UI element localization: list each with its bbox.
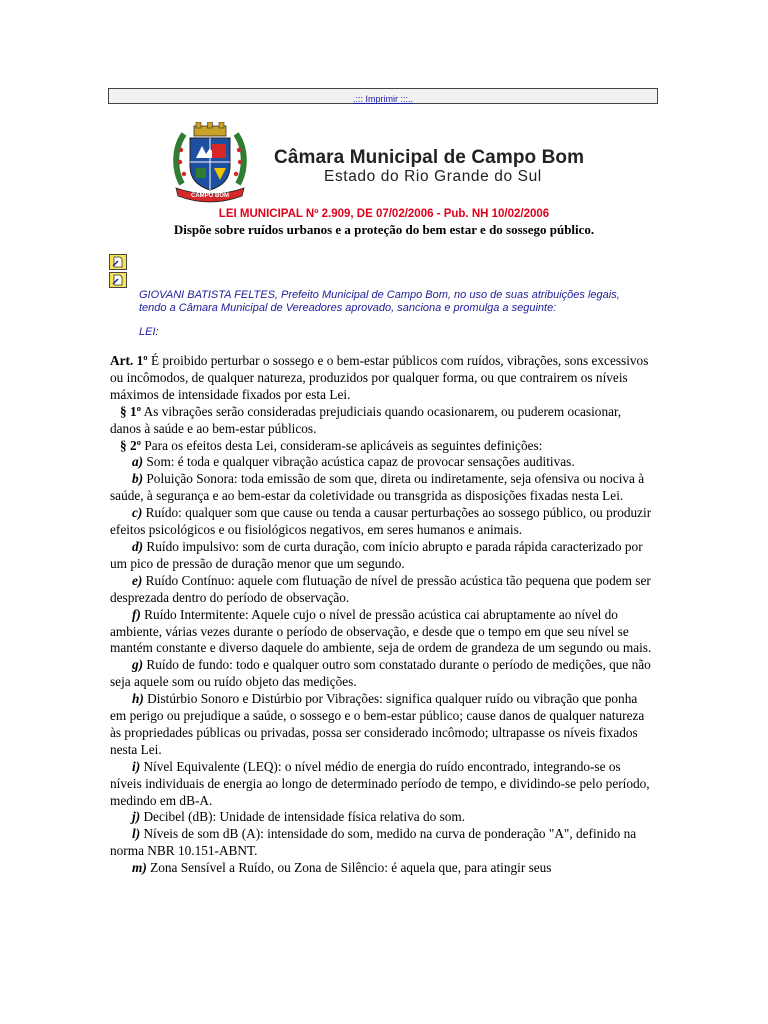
definition-text: Som: é toda e qualquer vibração acústica capaz de provocar sensações auditivas.: [143, 454, 575, 470]
definition-d: [110, 539, 655, 573]
paragraph-1: [110, 404, 655, 438]
definition-i: [110, 759, 655, 810]
definition-text: Distúrbio Sonoro e Distúrbio por Vibrações: significa qualquer ruído ou vibração que ponha em perigo ou prejudique a saúde, o sossego e o bem-estar público; cause danos de qualquer natureza às propriedades públicas ou privadas, possa ser considerado incômodo; ultrapasse os níveis fixados nesta Lei.: [110, 691, 645, 757]
preamble: [139, 289, 639, 339]
article-label: § 2º: [120, 437, 142, 453]
preamble-text: GIOVANI BATISTA FELTES, Prefeito Municipal de Campo Bom, no uso de suas atribuições legais, tendo a Câmara Municipal de Vereadores aprovado, sanciona e promulga a seguinte:: [139, 289, 620, 314]
definition-text: Ruído Contínuo: aquele com flutuação de nível de pressão acústica tão pequena que podem ser desprezada dentro do período de observação.: [110, 572, 651, 605]
definition-label: g): [132, 657, 144, 673]
definition-label: j): [132, 809, 141, 825]
definition-a: [110, 454, 655, 471]
definition-text: Ruído: qualquer som que cause ou tenda a causar perturbações ao sossego público, ou produzir efeitos psicológicos e ou fisiológicos negativos, em seres humanos e animais.: [110, 505, 652, 538]
paragraph-2: [110, 438, 655, 455]
document-link-icon[interactable]: [109, 272, 127, 288]
definition-f: [110, 607, 655, 658]
law-body: [110, 353, 655, 877]
definition-label: e): [132, 572, 143, 588]
definition-label: a): [132, 454, 144, 470]
article-text: É proibido perturbar o sossego e o bem-estar públicos com ruídos, vibrações, sons excessivos ou incômodos, de qualquer natureza, produzidos por qualquer forma, ou que contrairem os níveis máximos de intensidade fixados por esta Lei.: [110, 353, 649, 402]
print-link[interactable]: .::: Imprimir :::..: [353, 94, 413, 104]
definition-text: Ruído impulsivo: som de curta duração, com início abrupto e parada rápida caracterizado por um pico de pressão de duração menor que um segundo.: [110, 538, 643, 571]
definition-label: f): [132, 606, 141, 622]
definition-c: [110, 505, 655, 539]
article-1: [110, 353, 655, 404]
definition-e: [110, 573, 655, 607]
law-description: Dispõe sobre ruídos urbanos e a proteção do bem estar e do sossego público.: [173, 222, 595, 237]
definition-label: m): [132, 860, 147, 876]
definition-label: b): [132, 471, 144, 487]
definition-h: [110, 691, 655, 759]
definition-text: Nível Equivalente (LEQ): o nível médio de energia do ruído encontrado, integrando-se os níveis individuais de energia ao longo de determinado período de tempo, e dividindo-se pelo período, medindo em dB-A.: [110, 758, 650, 808]
definition-text: Níveis de som dB (A): intensidade do som, medido na curva de ponderação "A", definido na norma NBR 10.151-ABNT.: [110, 826, 637, 859]
municipal-coat-of-arms-icon: [172, 122, 248, 204]
definition-j: [110, 809, 655, 826]
law-number: LEI MUNICIPAL Nº 2.909, DE 07/02/2006 - Pub. NH 10/02/2006: [218, 208, 550, 220]
emblem-ribbon-text: CAMPO BOM: [191, 193, 229, 199]
state-subtitle: Estado do Rio Grande do Sul: [324, 168, 542, 185]
definition-label: c): [132, 505, 143, 521]
chamber-title: Câmara Municipal de Campo Bom: [274, 147, 585, 168]
definition-label: d): [132, 538, 144, 554]
definition-label: h): [132, 691, 144, 707]
definition-text: Ruído de fundo: todo e qualquer outro som constatado durante o período de medições, que não seja aquele som ou ruído objeto das medições.: [110, 657, 651, 690]
print-bar: [108, 88, 658, 104]
definition-b: [110, 471, 655, 505]
definition-text: Decibel (dB): Unidade de intensidade física relativa do som.: [140, 809, 466, 825]
preamble-lei: LEI:: [139, 326, 159, 338]
article-label: § 1º: [120, 403, 142, 419]
definition-text: Zona Sensível a Ruído, ou Zona de Silêncio: é aquela que, para atingir seus: [146, 860, 552, 876]
definition-g: [110, 657, 655, 691]
article-label: Art. 1º: [110, 353, 148, 368]
definition-label: i): [132, 758, 141, 774]
document-link-icon[interactable]: [109, 254, 127, 270]
definition-text: Ruído Intermitente: Aquele cujo o nível de pressão acústica cai abruptamente ao nível do ambiente, várias vezes durante o período de observação, e desde que o tempo em que seu nível se mantém constante e diverso daquele do ambiente, seja de ordem de grandeza de um segundo ou mais.: [110, 606, 652, 656]
definition-text: Poluição Sonora: toda emissão de som que, direta ou indiretamente, seja ofensiva ou nociva à saúde, à segurança e ao bem-estar da coletividade ou transgrida as disposições fixadas nesta Lei.: [110, 471, 645, 504]
definition-m: [110, 860, 655, 877]
article-text: As vibrações serão consideradas prejudiciais quando ocasionarem, ou puderem ocasionar, danos à saúde e ao bem-estar públicos.: [110, 403, 622, 436]
definition-l: [110, 826, 655, 860]
definition-label: l): [132, 826, 141, 842]
article-text: Para os efeitos desta Lei, consideram-se aplicáveis as seguintes definições:: [141, 437, 543, 453]
